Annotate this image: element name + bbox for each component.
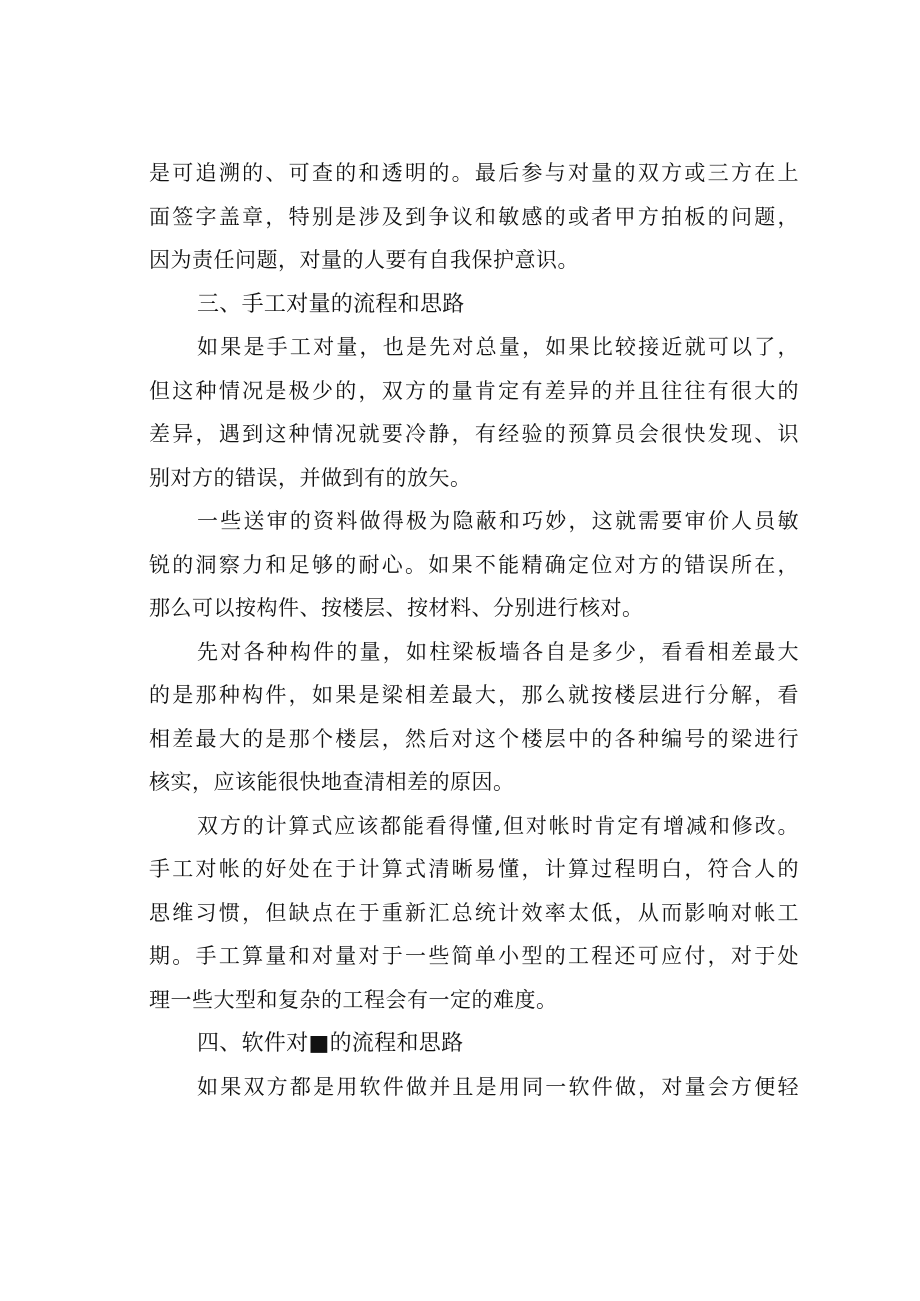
text-line: 的是那种构件，如果是梁相差最大，那么就按楼层进行分解，看: [149, 683, 799, 707]
paragraph: [149, 1066, 799, 1110]
text-line: 一些送审的资料做得极为隐蔽和巧妙，这就需要审价人员敏: [197, 509, 799, 533]
text-line: 先对各种构件的量，如柱梁板墙各自是多少，看看相差最大: [197, 639, 799, 664]
text-line: 面签字盖章，特别是涉及到争议和敏感的或者甲方拍板的问题，: [149, 204, 799, 229]
document-body: [149, 152, 799, 1109]
text-line: 手工对帐的好处在于计算式清晰易懂，计算过程明白，符合人的: [149, 857, 799, 881]
text-line: 那么可以按构件、按楼层、按材料、分别进行核对。: [149, 596, 644, 620]
paragraph: [149, 326, 799, 500]
text-line: 期。手工算量和对量对于一些简单小型的工程还可应付，对于处: [149, 944, 799, 968]
text-line: 因为责任问题，对量的人要有自我保护意识。: [149, 248, 579, 272]
text-line: 思维习惯，但缺点在于重新汇总统计效率太低，从而影响对帐工: [149, 900, 799, 925]
text-line: 如果是手工对量，也是先对总量，如果比较接近就可以了，: [197, 335, 799, 359]
text-line: 锐的洞察力和足够的耐心。如果不能精确定位对方的错误所在，: [149, 552, 799, 577]
text-line: 双方的计算式应该都能看得懂,但对帐时肯定有增减和修改。: [197, 813, 799, 838]
paragraph: [149, 152, 799, 283]
paragraph: [149, 631, 799, 805]
paragraph: [149, 805, 799, 1023]
text-line: 是可追溯的、可查的和透明的。最后参与对量的双方或三方在上: [149, 161, 799, 185]
text-line: 差异，遇到这种情况就要冷静，有经验的预算员会很快发现、识: [149, 422, 799, 446]
section-heading: 四、软件对■的流程和思路: [197, 1031, 464, 1056]
text-line: 理一些大型和复杂的工程会有一定的难度。: [149, 987, 558, 1012]
text-line: 如果双方都是用软件做并且是用同一软件做，对量会方便轻: [197, 1074, 799, 1099]
text-line: 核实，应该能很快地查清相差的原因。: [149, 770, 515, 794]
section-heading: 三、手工对量的流程和思路: [197, 291, 465, 317]
text-line: 别对方的错误，并做到有的放矢。: [149, 465, 472, 490]
text-line: 相差最大的是那个楼层，然后对这个楼层中的各种编号的梁进行: [149, 726, 799, 751]
text-line: 但这种情况是极少的，双方的量肯定有差异的并且往往有很大的: [149, 378, 799, 403]
paragraph: [149, 500, 799, 631]
